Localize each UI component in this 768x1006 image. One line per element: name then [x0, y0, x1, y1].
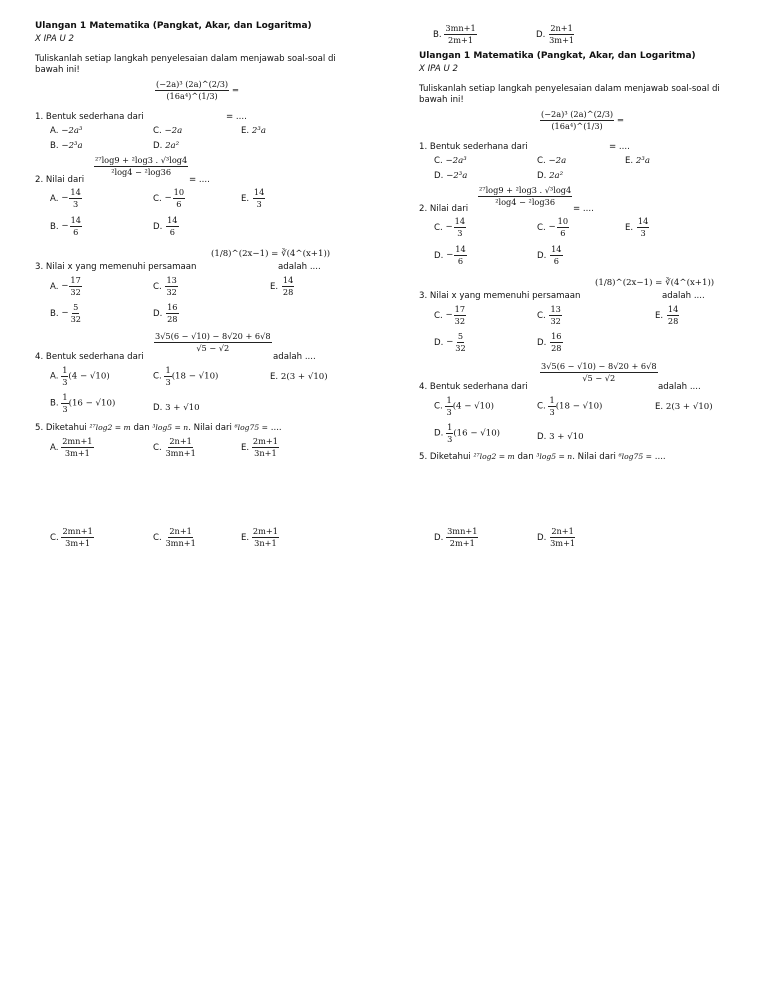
q2-prefix: 2. Nilai dari [35, 175, 85, 185]
q1-option-d-right-2: D. 2a² [537, 171, 564, 181]
q4-option-c-right-2: C. $\frac{1}{3}$ (18 − √10) [537, 395, 603, 417]
q3-option-c-right-2: C. $\frac{13}{32}$ [537, 304, 561, 326]
q1-expr-num: (−2a)³ (2a)^(2/3) [156, 79, 229, 89]
q2-prefix-right: 2. Nilai dari [419, 204, 469, 214]
q4-option-e: E. 2(3 + √10) [270, 372, 328, 382]
q1-tail-right: = .... [609, 142, 630, 152]
q1-expression-right: $\frac{\text{(−2a)³ (2a)\textasciicircum{}(2/3)}}{\text{(16a⁴)\textasciicircum{}(1/3)}}$ = [541, 109, 625, 131]
q2-option-e-right: E. $\frac{14}{3}$ [625, 216, 649, 238]
q3-tail: adalah .... [278, 262, 321, 272]
bottom-right-option-1: D. $\frac{3mn+1}{2m+1}$ [434, 526, 478, 548]
q2-option-e: E. $\frac{14}{3}$ [241, 187, 265, 209]
page-title-right: Ulangan 1 Matematika (Pangkat, Akar, dan Logaritma) [419, 51, 696, 61]
top-right-option-d: D. $\frac{2n+1}{3m+1}$ [536, 23, 575, 45]
q2-tail-right: = .... [573, 204, 594, 214]
q1-option-b: B. −2³a [50, 141, 83, 151]
q5-option-e: E. $\frac{2m+1}{3n+1}$ [241, 436, 278, 458]
class-label: X IPA U 2 [35, 34, 75, 44]
q4-expression [154, 332, 272, 352]
q1-option-d: D. 2a² [153, 141, 180, 151]
q3-expression: (1/8)^(2x−1) = ∛(4^(x+1)) [211, 249, 331, 259]
q4-option-c-right-1: C. $\frac{1}{3}$ (4 − √10) [434, 395, 494, 417]
q4-tail-right: adalah .... [658, 382, 701, 392]
q3-prefix: 3. Nilai x yang memenuhi persamaan [35, 262, 197, 272]
instruction-text: Tuliskanlah setiap langkah penyelesaian dalam menjawab soal-soal di bawah ini! [35, 54, 336, 76]
q2-option-c-right-2: C. − $\frac{10}{6}$ [537, 216, 569, 238]
page-title: Ulangan 1 Matematika (Pangkat, Akar, dan Logaritma) [35, 21, 312, 31]
bottom-left-option-2: C. $\frac{2n+1}{3mn+1}$ [153, 526, 196, 548]
q3-option-e: E. $\frac{14}{28}$ [270, 275, 294, 297]
instruction-text-right: Tuliskanlah setiap langkah penyelesaian dalam menjawab soal-soal di bawah ini! [419, 84, 720, 106]
q2-option-d-right-2: D. $\frac{14}{6}$ [537, 244, 562, 266]
q1-option-e: E. 2³a [241, 126, 266, 136]
q1-prefix-right: 1. Bentuk sederhana dari [419, 142, 528, 152]
q4-expression-right: $\frac{3√5(6 - √10) - 8√20 + 6√8}{√5 - √2}$ [541, 361, 657, 383]
q4-prefix-right: 4. Bentuk sederhana dari [419, 382, 528, 392]
q1-tail: = .... [226, 112, 247, 122]
q1-option-c: C. −2a [153, 126, 183, 136]
q3-option-d-right-1: D. − $\frac{5}{32}$ [434, 331, 466, 353]
q2-option-c: C. − $\frac{10}{6}$ [153, 187, 185, 209]
q4-option-d-right-2: D. 3 + √10 [537, 432, 584, 442]
bottom-left-option-3: E. $\frac{2m+1}{3n+1}$ [241, 526, 278, 548]
top-right-option-b: B. $\frac{3mn+1}{2m+1}$ [433, 23, 476, 45]
q3-option-d: D. $\frac{16}{28}$ [153, 302, 178, 324]
q1-prefix: 1. Bentuk sederhana dari [35, 112, 144, 122]
q2-expression [94, 156, 188, 176]
q4-expr-num: 3√5(6 − √10) − 8√20 + 6√8 [155, 331, 271, 341]
q5-option-c: C. $\frac{2n+1}{3mn+1}$ [153, 436, 196, 458]
q1-expr-den: (16a⁴)^(1/3) [166, 90, 218, 101]
q1-expression: $\frac{\text{(−2a)³ (2a)\textasciicircum{}(2/3)}}{\text{(16a⁴)\textasciicircum{}(1/3)}}$ = [156, 79, 240, 101]
q2-option-d-right-1: D. − $\frac{14}{6}$ [434, 244, 466, 266]
q5-statement-right: 5. Diketahui ²⁷log2 = m dan ³log5 = n. Nilai dari ⁶log75 = .... [419, 452, 666, 462]
q3-option-b: B. − $\frac{5}{32}$ [50, 302, 81, 324]
q4-option-c: C. $\frac{1}{3}$ (18 − √10) [153, 365, 219, 387]
q4-option-d-right-1: D. $\frac{1}{3}$ (16 − √10) [434, 422, 501, 444]
q3-prefix-right: 3. Nilai x yang memenuhi persamaan [419, 291, 581, 301]
q1-option-d-right-1: D. −2³a [434, 171, 468, 181]
q5-option-a: A. $\frac{2mn+1}{3m+1}$ [50, 436, 93, 458]
q3-option-e-right: E. $\frac{14}{28}$ [655, 304, 679, 326]
q4-prefix: 4. Bentuk sederhana dari [35, 352, 144, 362]
q1-option-e-right: E. 2³a [625, 156, 650, 166]
bottom-left-option-1: C. $\frac{2mn+1}{3m+1}$ [50, 526, 93, 548]
q1-option-c-right-1: C. −2a³ [434, 156, 467, 166]
q2-expr-den: ²log4 − ²log36 [111, 166, 172, 177]
q4-option-e-right: E. 2(3 + √10) [655, 402, 713, 412]
q2-tail: = .... [189, 175, 210, 185]
q2-expression-right: $\frac{\text{²⁷log9 + ²log3 . √³log4}}{\text{²log4 − ²log36}}$ [479, 185, 572, 207]
q2-option-c-right-1: C. − $\frac{14}{3}$ [434, 216, 466, 238]
q2-expr-num: ²⁷log9 + ²log3 . √³log4 [95, 155, 188, 165]
q3-option-c-right-1: C. − $\frac{17}{32}$ [434, 304, 466, 326]
q4-option-d: D. 3 + √10 [153, 403, 200, 413]
q3-option-c: C. $\frac{13}{32}$ [153, 275, 177, 297]
q1-option-c-right-2: C. −2a [537, 156, 567, 166]
q4-option-a: A. $\frac{1}{3}$ (4 − √10) [50, 365, 110, 387]
bottom-right-option-2: D. $\frac{2n+1}{3m+1}$ [537, 526, 576, 548]
q3-tail-right: adalah .... [662, 291, 705, 301]
q2-option-a: A. − $\frac{14}{3}$ [50, 187, 81, 209]
q2-option-b: B. − $\frac{14}{6}$ [50, 215, 81, 237]
q1-option-a: A. −2a³ [50, 126, 83, 136]
q3-expression-right: (1/8)^(2x−1) = ∛(4^(x+1)) [595, 278, 715, 288]
q4-tail: adalah .... [273, 352, 316, 362]
class-label-right: X IPA U 2 [419, 64, 459, 74]
q3-option-a: A. − $\frac{17}{32}$ [50, 275, 81, 297]
q3-option-d-right-2: D. $\frac{16}{28}$ [537, 331, 562, 353]
q4-option-b: B. $\frac{1}{3}$ (16 − √10) [50, 392, 116, 414]
q5-statement: 5. Diketahui ²⁷log2 = m dan ³log5 = n. Nilai dari ⁶log75 = .... [35, 423, 282, 433]
q4-expr-den: √5 − √2 [196, 342, 230, 353]
q2-option-d: D. $\frac{14}{6}$ [153, 215, 178, 237]
